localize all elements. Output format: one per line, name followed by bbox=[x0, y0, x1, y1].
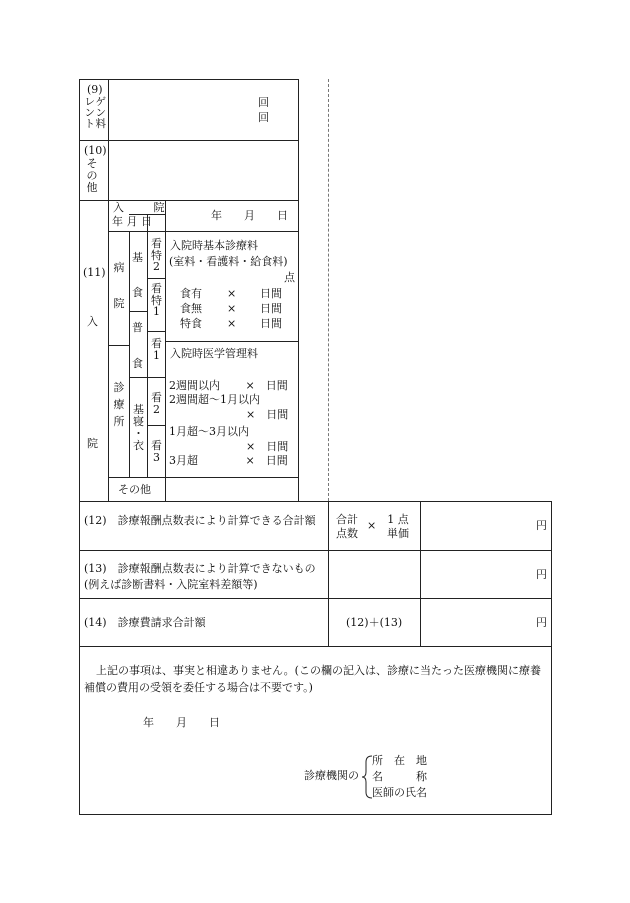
label-column-line bbox=[108, 79, 109, 501]
shoku-label: 食 bbox=[132, 286, 143, 299]
mgmt-row-3b: × 日間 bbox=[246, 440, 289, 453]
grid-line bbox=[108, 231, 299, 232]
grid-line bbox=[147, 425, 166, 426]
upper-table-right bbox=[298, 79, 299, 501]
mgmt-row-1: 2週間以内 × 日間 bbox=[169, 379, 288, 392]
kantoku1-label: 看 特 1 bbox=[151, 282, 162, 319]
sec13-yen: 円 bbox=[536, 568, 547, 581]
doctor-name-field-label: 医師の氏名 bbox=[372, 786, 427, 799]
sec11-in: 院 bbox=[87, 437, 98, 450]
kan3-label: 看 3 bbox=[151, 439, 162, 464]
kishin-label: 基 寝 ・ 衣 bbox=[133, 403, 144, 452]
sec14-label: (14) 診療費請求合計額 bbox=[84, 616, 206, 629]
basic-fee-subtitle: (室料・看護料・給食料) bbox=[169, 255, 288, 268]
futsu-label: 普 bbox=[132, 321, 143, 334]
meal-row-unit: 日間 bbox=[260, 317, 282, 330]
grid-line bbox=[165, 200, 166, 501]
row-line bbox=[79, 646, 552, 647]
mgmt-row-3a: 1月超〜3月以内 bbox=[169, 425, 249, 438]
grid-line bbox=[129, 311, 148, 312]
upper-table-top bbox=[79, 79, 299, 80]
grid-line bbox=[165, 341, 299, 342]
sec11-other-label: その他 bbox=[118, 483, 151, 496]
row-line bbox=[79, 550, 552, 551]
name-field-label: 名 称 bbox=[372, 770, 427, 783]
sec9-count1: 回 bbox=[258, 96, 269, 109]
sec14-formula: (12)＋(13) bbox=[346, 616, 403, 629]
grid-line bbox=[147, 331, 166, 332]
kan1-label: 看 1 bbox=[151, 337, 162, 362]
grid-line bbox=[129, 377, 166, 378]
sec12-times: × bbox=[367, 519, 377, 532]
certify-date[interactable]: 年 月 日 bbox=[143, 716, 220, 729]
admission-date-label-1: 入 院 bbox=[113, 201, 166, 214]
institution-label: 診療機関の bbox=[304, 769, 359, 782]
meal-row-op: × bbox=[227, 317, 237, 330]
meal-row-op: × bbox=[227, 302, 237, 315]
meal-row-label: 食無 bbox=[180, 302, 202, 315]
col-line bbox=[420, 501, 421, 646]
sec9-count2: 回 bbox=[258, 111, 269, 124]
kan2-label: 看 2 bbox=[151, 391, 162, 416]
shoku2-label: 食 bbox=[132, 357, 143, 370]
sec12-formula-b: 1 点単価 bbox=[387, 513, 409, 541]
sec12-yen: 円 bbox=[536, 519, 547, 532]
byoin-label: 病 院 bbox=[113, 261, 125, 311]
row-line bbox=[79, 200, 299, 201]
meal-row-op: × bbox=[227, 287, 237, 300]
sec11-number: (11) bbox=[83, 266, 106, 279]
sec14-yen: 円 bbox=[536, 616, 547, 629]
border-bottom bbox=[79, 814, 552, 815]
kantoku2-label: 看 特 2 bbox=[151, 237, 162, 274]
sec13-label: (13) 診療報酬点数表により計算できないもの(例えば診断書料・入院室料差額等) bbox=[84, 562, 316, 591]
meal-row-unit: 日間 bbox=[260, 302, 282, 315]
meal-row-unit: 日間 bbox=[260, 287, 282, 300]
meal-row-label: 特食 bbox=[180, 317, 202, 330]
grid-line bbox=[108, 345, 130, 346]
sec9-number: (9) bbox=[87, 83, 103, 96]
sec9-label: ゲ ン 料 レ ン ト bbox=[84, 96, 106, 131]
certify-text: 上記の事項は、事実と相違ありません。(この欄の記入は、診療に当たった医療機関に療養補償の費用の受領を委任する場合は不要です。) bbox=[84, 664, 541, 694]
border-left bbox=[79, 79, 80, 815]
grid-line bbox=[147, 278, 166, 279]
admission-date-field[interactable]: 年 月 日 bbox=[211, 209, 288, 222]
grid-line bbox=[108, 477, 299, 478]
mgmt-row-2a: 2週間超〜1月以内 bbox=[169, 393, 260, 406]
shinryosho-label: 診 療 所 bbox=[113, 381, 125, 429]
med-mgmt-title: 入院時医学管理料 bbox=[170, 347, 258, 360]
basic-fee-unit: 点 bbox=[284, 271, 295, 284]
sec11-nyu: 入 bbox=[87, 315, 98, 328]
border-right bbox=[551, 501, 552, 815]
row-line bbox=[79, 598, 552, 599]
meal-row-label: 食有 bbox=[180, 287, 202, 300]
sec10-label: そ の 他 bbox=[86, 157, 98, 195]
col-line bbox=[328, 501, 329, 646]
row-line bbox=[79, 501, 552, 502]
admission-date-label-2: 年 月 日 bbox=[112, 215, 152, 228]
ki-label: 基 bbox=[132, 251, 143, 264]
sec12-label: (12) 診療報酬点数表により計算できる合計額 bbox=[84, 514, 316, 527]
mgmt-row-4: 3月超 × 日間 bbox=[169, 454, 288, 467]
sec10-number: (10) bbox=[84, 144, 107, 157]
dashed-guide-line bbox=[328, 79, 329, 501]
basic-fee-title: 入院時基本診療料 bbox=[170, 239, 258, 252]
address-field-label: 所 在 地 bbox=[372, 754, 427, 767]
row-line bbox=[79, 140, 299, 141]
mgmt-row-2b: × 日間 bbox=[246, 408, 289, 421]
sec12-formula-a: 合計点数 bbox=[336, 513, 358, 541]
